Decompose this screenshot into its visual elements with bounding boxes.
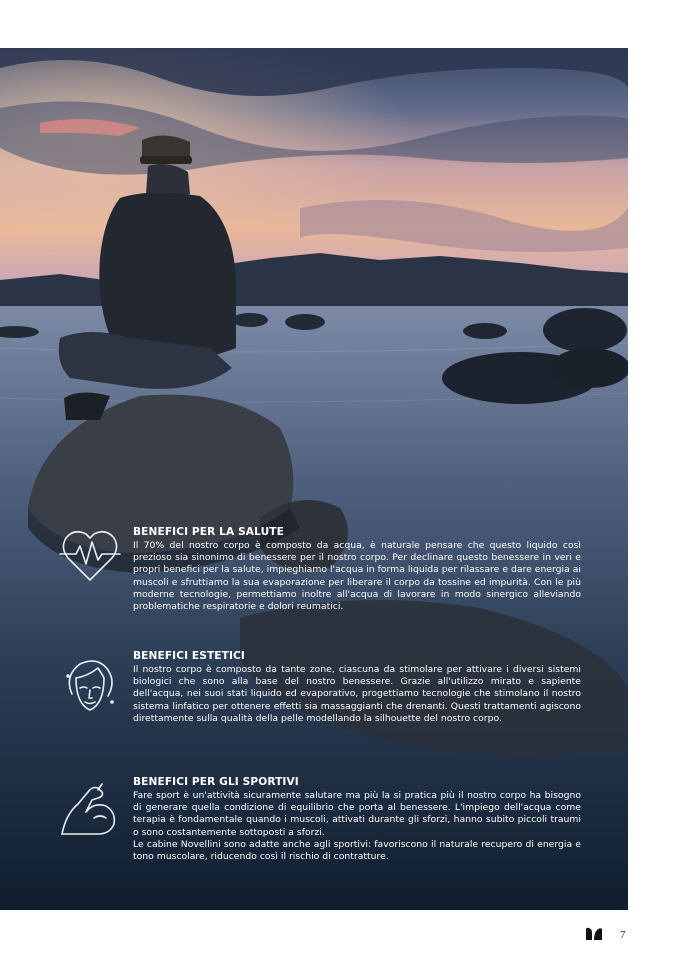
section-title: BENEFICI PER GLI SPORTIVI (133, 776, 299, 788)
section-body: Fare sport è un'attività sicuramente salutare ma più la si pratica più il nostro corpo ha bisogno di generare quella condizione di equilibrio che porta al benessere. L'impiego dell'acqua come terapia è fondamentale quando i muscoli, attivati durante gli sforzi, hanno subito piccoli traumi o sono costantemente sottoposti a sforzi. Le cabine Novellini sono adatte anche agli sportivi: favoriscono il naturale recupero di energia e tono muscolare, riducendo così il rischio di contratture. (133, 790, 581, 863)
heart-pulse-icon (58, 524, 122, 588)
flexed-arm-icon (58, 778, 122, 842)
section-body: Il nostro corpo è composto da tante zone, ciascuna da stimolare per attivare i diversi sistemi biologici che sono alla base del nostro benessere. Grazie all'utilizzo mirato e sapiente dell'acqua, nei suoi stati liquido ed evaporativo, progettiamo tecnologie che stimolano il nostro sistema linfatico per ottenere effetti sia massaggianti che drenanti. Questi trattamenti agiscono direttamente sulla qualità della pelle modellando la silhouette del nostro corpo. (133, 664, 581, 724)
face-care-icon (58, 656, 122, 720)
section-sports-text (133, 776, 581, 863)
section-health-text (133, 526, 581, 613)
section-aesthetic-text (133, 650, 581, 725)
novellini-logo-icon (585, 927, 603, 941)
section-title: BENEFICI PER LA SALUTE (133, 526, 284, 538)
page-number: 7 (620, 929, 626, 941)
section-body: Il 70% del nostro corpo è composto da acqua, è naturale pensare che questo liquido così prezioso sia sinonimo di benessere per il nostro corpo. Per declinare questo benessere in veri e propri benefici per la salute, impieghiamo l'acqua in forma liquida per rilassare e dare energia ai muscoli e sfruttiamo la sua evaporazione per liberare il corpo da tossine ed impurità. Con le più moderne tecnologie, permettiamo inoltre all'acqua di lavorare in modo sinergico alleviando problematiche respiratorie e dolori reumatici. (133, 540, 581, 613)
section-title: BENEFICI ESTETICI (133, 650, 245, 662)
